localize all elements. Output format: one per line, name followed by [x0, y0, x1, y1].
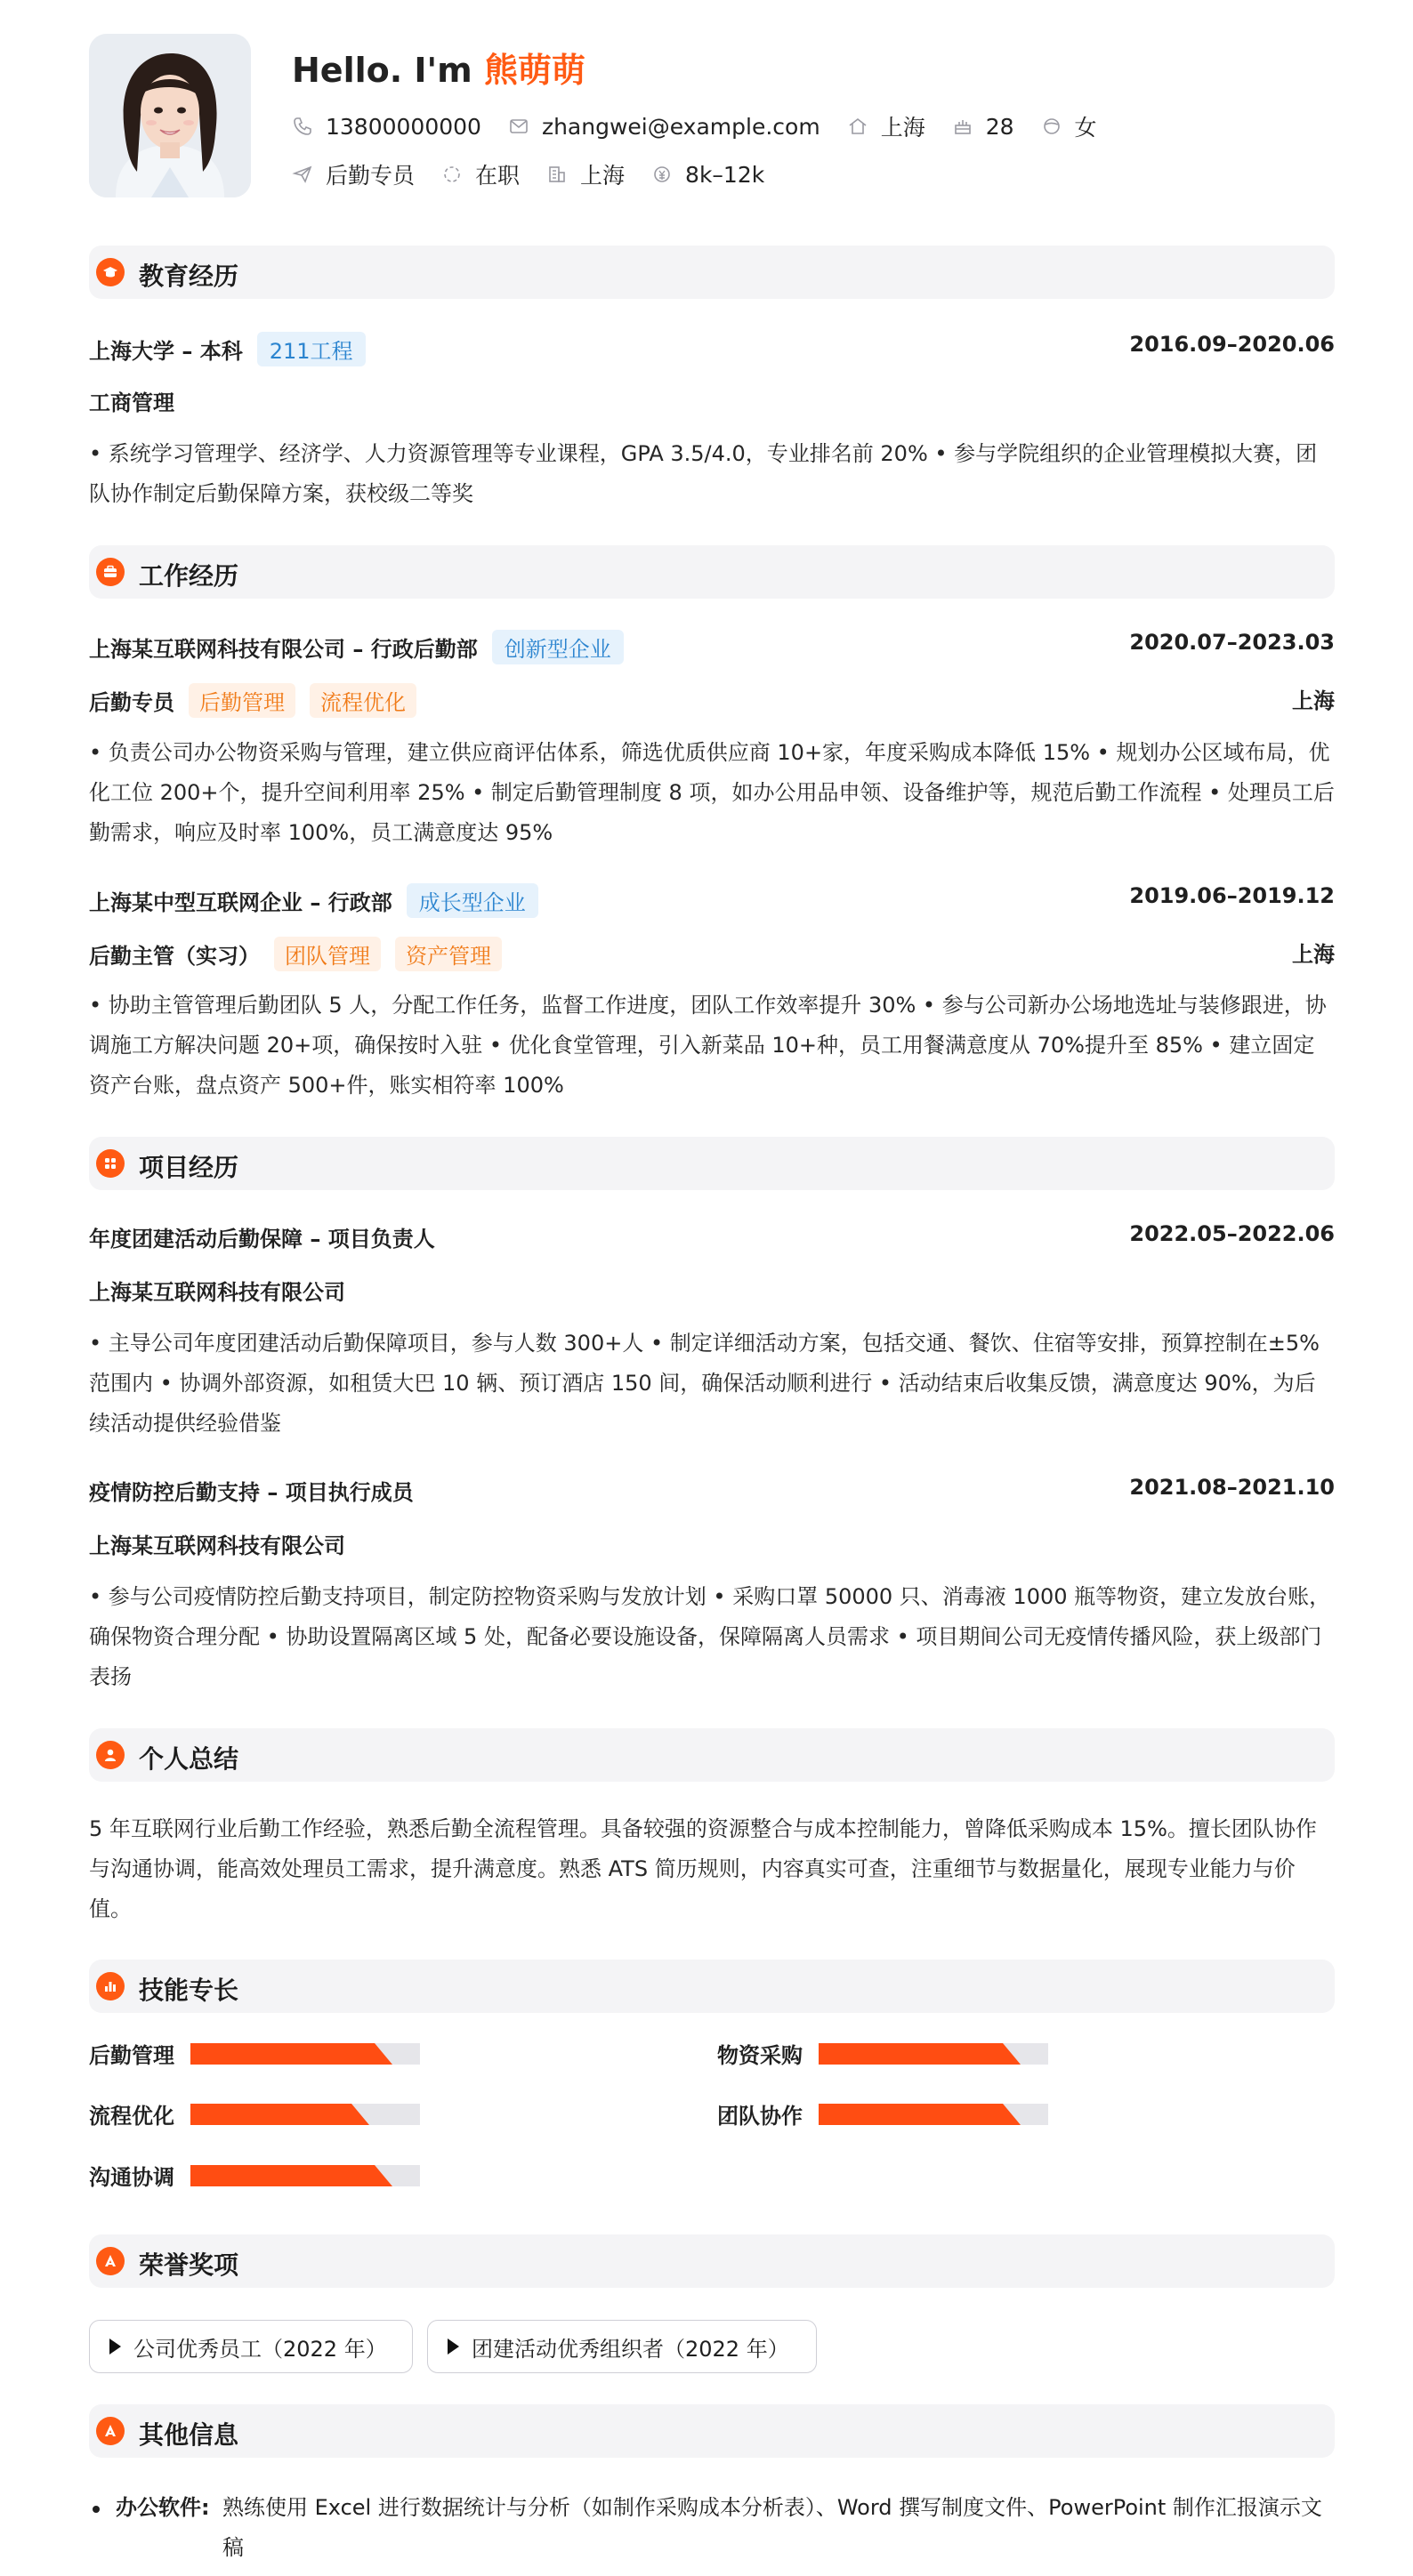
age-item	[952, 114, 1014, 140]
section-title: 项目经历	[139, 1153, 239, 1182]
skill-tag: 后勤管理	[189, 683, 295, 718]
project-1-company-row	[89, 1275, 1335, 1307]
work-2-desc: • 协助主管管理后勤团队 5 人，分配工作任务，监督工作进度，团队工作效率提升 30% • 参与公司新办公场地选址与装修跟进，协调施工方解决问题 20+项，确保按时入驻 • 优化食堂管理，引入新菜品 10+种，员工用餐满意度从 70%提升至 85% • 建立固定资产台账，盘点资产 500+件，账实相符率 100%	[89, 993, 1327, 1098]
section-education	[89, 246, 1335, 299]
project-1-desc: • 主导公司年度团建活动后勤保障项目，参与人数 300+人 • 制定详细活动方案，包括交通、餐饮、住宿等安排，预算控制在±5%范围内 • 协调外部资源，如租赁大巴 10 辆、预订酒店 150 间，确保活动顺利进行 • 活动结束后收集反馈，满意度达 90%，为后续活动提供经验借鉴	[89, 1331, 1320, 1436]
project-company: 上海某互联网科技有限公司	[89, 1534, 345, 1558]
phone-icon	[292, 116, 313, 137]
section-other	[89, 2404, 1335, 2458]
school-name: 上海大学 – 本科	[89, 339, 243, 364]
skill-bar	[190, 2165, 420, 2186]
skill-name: 团队协作	[717, 2104, 803, 2129]
section-projects	[89, 1137, 1335, 1190]
work-location: 上海	[1292, 688, 1335, 713]
other-info-key: 办公软件:	[116, 2495, 210, 2520]
gender-text: 女	[1074, 115, 1097, 141]
user-icon	[96, 1741, 125, 1769]
skill-name: 物资采购	[717, 2043, 803, 2068]
section-title: 荣誉奖项	[139, 2250, 239, 2280]
project-2-header-row	[89, 1475, 1335, 1507]
project-1-header-row	[89, 1221, 1335, 1253]
work-date: 2019.06–2019.12	[1129, 883, 1335, 908]
work-1-desc: • 负责公司办公物资采购与管理，建立供应商评估体系，筛选优质供应商 10+家，年度采购成本降低 15% • 规划办公区域布局，优化工位 200+个，提升空间利用率 25% • 制定后勤管理制度 8 项，如办公用品申领、设备维护等，规范后勤工作流程 • 处理员工后勤需求，响应及时率 100%，员工满意度达 95%	[89, 740, 1335, 845]
skill-bar	[819, 2104, 1048, 2125]
mail-icon	[508, 116, 529, 137]
section-title: 其他信息	[139, 2420, 239, 2450]
email-text: zhangwei@example.com	[541, 113, 820, 140]
status-icon	[441, 164, 463, 185]
summary-text: 5 年互联网行业后勤工作经验，熟悉后勤全流程管理。具备较强的资源整合与成本控制能力，曾降低采购成本 15%。擅长团队协作与沟通协调，能高效处理员工需求，提升满意度。熟悉 ATS 简历规则，内容真实可查，注重细节与数据量化，展现专业能力与价值。	[89, 1816, 1317, 1921]
company-name: 上海某互联网科技有限公司 – 行政后勤部	[89, 637, 478, 662]
grid-icon	[96, 1149, 125, 1178]
candidate-name: 熊萌萌	[484, 51, 586, 90]
work-2-role-row	[89, 937, 1335, 969]
building-icon	[546, 164, 568, 185]
play-icon	[448, 2339, 459, 2355]
project-date: 2022.05–2022.06	[1129, 1221, 1335, 1246]
status-item	[441, 158, 520, 190]
email-item	[508, 114, 820, 140]
skill-bar	[190, 2104, 420, 2125]
education-header-row	[89, 332, 1335, 364]
gender-item	[1041, 110, 1097, 142]
age-text: 28	[985, 113, 1014, 140]
contact-row	[292, 110, 1124, 142]
target-city-item	[546, 158, 625, 190]
briefcase-icon	[96, 558, 125, 586]
section-title: 个人总结	[139, 1744, 239, 1774]
salary-text: 8k–12k	[685, 161, 765, 188]
position-item	[292, 158, 415, 190]
school-tag: 211工程	[257, 332, 366, 366]
skill-bar-fill	[190, 2104, 369, 2125]
skill-name: 流程优化	[89, 2104, 174, 2129]
city-text: 上海	[880, 115, 925, 141]
award-item	[427, 2320, 817, 2373]
award-item	[89, 2320, 413, 2373]
section-title: 技能专长	[139, 1976, 239, 2005]
send-icon	[292, 164, 313, 185]
play-icon	[109, 2339, 121, 2355]
phone-item	[292, 114, 481, 140]
profile-photo	[89, 34, 251, 197]
skill-bar-fill	[819, 2043, 1021, 2065]
gender-icon	[1041, 116, 1062, 137]
job-intent-row	[292, 158, 791, 190]
company-name: 上海某中型互联网企业 – 行政部	[89, 890, 392, 915]
skill-name: 后勤管理	[89, 2043, 174, 2068]
section-work	[89, 545, 1335, 599]
project-name: 疫情防控后勤支持 – 项目执行成员	[89, 1480, 414, 1505]
work-2-header-row	[89, 883, 1335, 915]
phone-text: 13800000000	[326, 113, 481, 140]
home-icon	[847, 116, 868, 137]
graduation-cap-icon	[96, 258, 125, 286]
other-info-value: 熟练使用 Excel 进行数据统计与分析（如制作采购成本分析表）、Word 撰写制度文件、PowerPoint 制作汇报演示文稿	[222, 2495, 1322, 2560]
skill-bar-fill	[190, 2165, 392, 2186]
skill-tag: 资产管理	[395, 937, 502, 971]
resume-header	[89, 34, 1335, 198]
section-title: 教育经历	[139, 262, 239, 291]
major-row	[89, 385, 1335, 417]
section-skills	[89, 1960, 1335, 2013]
section-summary	[89, 1728, 1335, 1782]
position-text: 后勤专员	[326, 163, 416, 189]
project-name: 年度团建活动后勤保障 – 项目负责人	[89, 1227, 435, 1252]
target-city-text: 上海	[580, 163, 626, 189]
major-name: 工商管理	[89, 390, 174, 415]
section-awards	[89, 2234, 1335, 2288]
award-icon	[96, 2247, 125, 2275]
project-2-desc: • 参与公司疫情防控后勤支持项目，制定防控物资采购与发放计划 • 采购口罩 50000 只、消毒液 1000 瓶等物资，建立发放台账，确保物资合理分配 • 协助设置隔离区域 5 处，配备必要设施设备，保障隔离人员需求 • 项目期间公司无疫情传播风险，获上级部门表扬	[89, 1584, 1331, 1689]
skill-tag: 团队管理	[274, 937, 381, 971]
city-item	[847, 110, 925, 142]
project-2-company-row	[89, 1528, 1335, 1560]
skill-bar	[190, 2043, 420, 2065]
bar-chart-icon	[96, 1972, 125, 2000]
status-text: 在职	[475, 163, 521, 189]
bullet-icon	[93, 2506, 100, 2513]
work-1-header-row	[89, 630, 1335, 662]
skill-bar-fill	[819, 2104, 1021, 2125]
award-text: 团建活动优秀组织者（2022 年）	[472, 2336, 789, 2362]
salary-item	[651, 162, 764, 188]
work-1-role-row	[89, 683, 1335, 715]
greeting-text: Hello. I'm	[292, 51, 484, 90]
cake-icon	[952, 116, 973, 137]
company-tag: 创新型企业	[492, 630, 624, 664]
project-company: 上海某互联网科技有限公司	[89, 1280, 345, 1305]
role-name: 后勤专员	[89, 690, 174, 715]
section-title: 工作经历	[139, 561, 239, 591]
skill-bar-fill	[190, 2043, 392, 2065]
award-icon	[96, 2417, 125, 2445]
skill-name: 沟通协调	[89, 2165, 174, 2190]
education-date: 2016.09–2020.06	[1129, 332, 1335, 357]
skill-tag: 流程优化	[310, 683, 416, 718]
work-location: 上海	[1292, 942, 1335, 967]
company-tag: 成长型企业	[407, 883, 538, 918]
education-desc: • 系统学习管理学、经济学、人力资源管理等专业课程，GPA 3.5/4.0，专业排名前 20% • 参与学院组织的企业管理模拟大赛，团队协作制定后勤保障方案，获校级二等奖	[89, 441, 1318, 506]
work-date: 2020.07–2023.03	[1129, 630, 1335, 655]
skill-bar	[819, 2043, 1048, 2065]
award-text: 公司优秀员工（2022 年）	[133, 2336, 387, 2362]
role-name: 后勤主管（实习）	[89, 944, 260, 969]
project-date: 2021.08–2021.10	[1129, 1475, 1335, 1500]
greeting-heading	[292, 43, 585, 92]
money-icon	[651, 164, 673, 185]
